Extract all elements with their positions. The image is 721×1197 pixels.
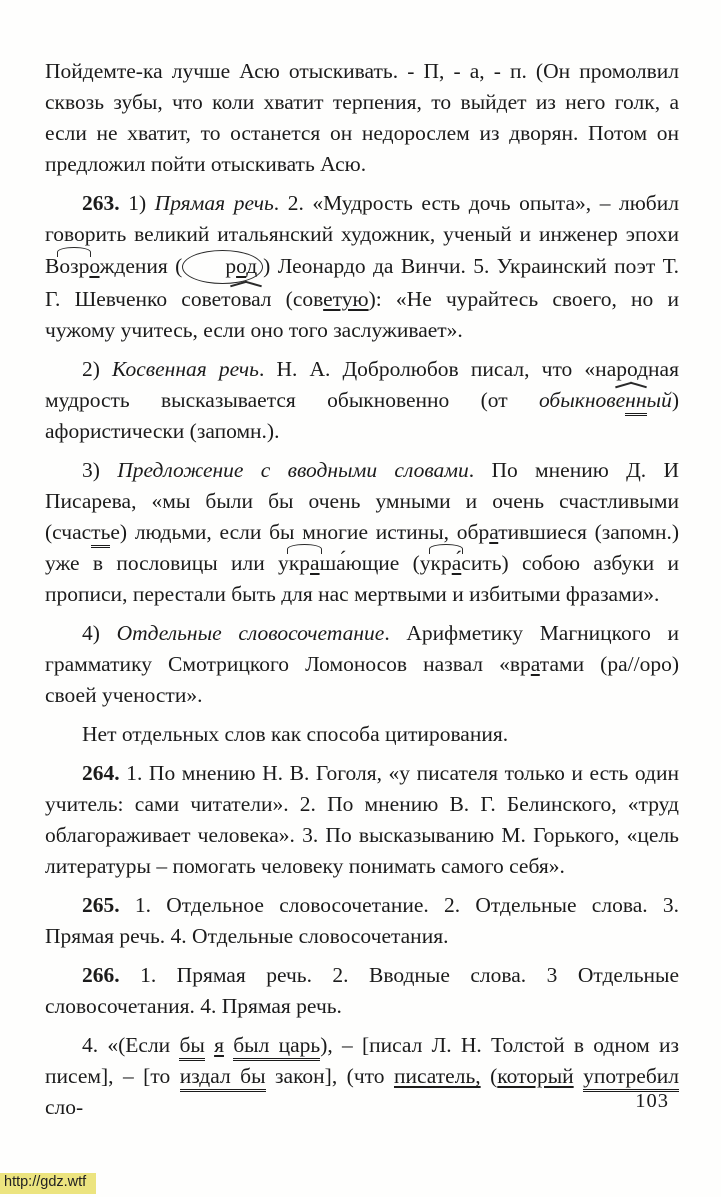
paragraph-4: 3) Предложение с вводными словами. По мнению Д. И Писарева, «мы были бы очень умными и очень счастливыми (счастье) людьми, если бы многие истины, обратившиеся (запомн.) уже в пословицы или украша́ющие (укра́сить) собою азбуки и прописи, перестали быть для нас мертвыми и избитыми фразами». <box>45 458 679 606</box>
paragraph-6: Нет отдельных слов как способа цитирования. <box>82 722 509 746</box>
page-number: 103 <box>635 1090 669 1112</box>
watermark-label: http://gdz.wtf <box>0 1173 96 1194</box>
paragraph-9: 266. 1. Прямая речь. 2. Вводные слова. 3 Отдельные словосочетания. 4. Прямая речь. <box>45 963 679 1018</box>
paragraph-1: Пойдемте-ка лучше Асю отыскивать. - П, - а, - п. (Он промолвил сквозь зубы, что коли хватит терпения, то выйдет из него голк, а если не хватит, то останется он недорослем из дворян. Потом он предложил пойти отыскивать Асю. <box>45 59 679 176</box>
paragraph-2: 263. 1) Прямая речь. 2. «Мудрость есть дочь опыта», – любил говорить великий итальянский художник, ученый и инженер эпохи Возрождения ( род ) Леонардо да Винчи. 5. Украинский поэт Т. Г. Шевченко советовал (советую): «Не чурайтесь своего, но и чужому учитесь, если оно того заслуживает». <box>45 191 679 342</box>
paragraph-5: 4) Отдельные словосочетание. Арифметику Магницкого и грамматику Смотрицкого Ломоносов назвал «вратами (ра//оро) своей учености». <box>45 621 679 707</box>
paragraph-10: 4. «(Если бы я был царь), – [писал Л. Н. Толстой в одном из писем], – [то издал бы закон], (что писатель, (который употребил сло- <box>45 1033 680 1119</box>
paragraph-8: 265. 1. Отдельное словосочетание. 2. Отдельные слова. 3. Прямая речь. 4. Отдельные словосочетания. <box>45 893 679 948</box>
page-text <box>45 56 679 1131</box>
paragraph-3: 2) Косвенная речь. Н. А. Добролюбов писал, что «народная мудрость высказывается обыкновенно (от обыкновенный) афористически (запомн.). <box>45 357 679 443</box>
paragraph-7: 264. 1. По мнению Н. В. Гоголя, «у писателя только и есть один учитель: сами читатели». 2. По мнению В. Г. Белинского, «труд облагораживает человека». 3. По высказыванию М. Горького, «цель литературы – помогать человеку понимать самого себя». <box>45 761 679 878</box>
